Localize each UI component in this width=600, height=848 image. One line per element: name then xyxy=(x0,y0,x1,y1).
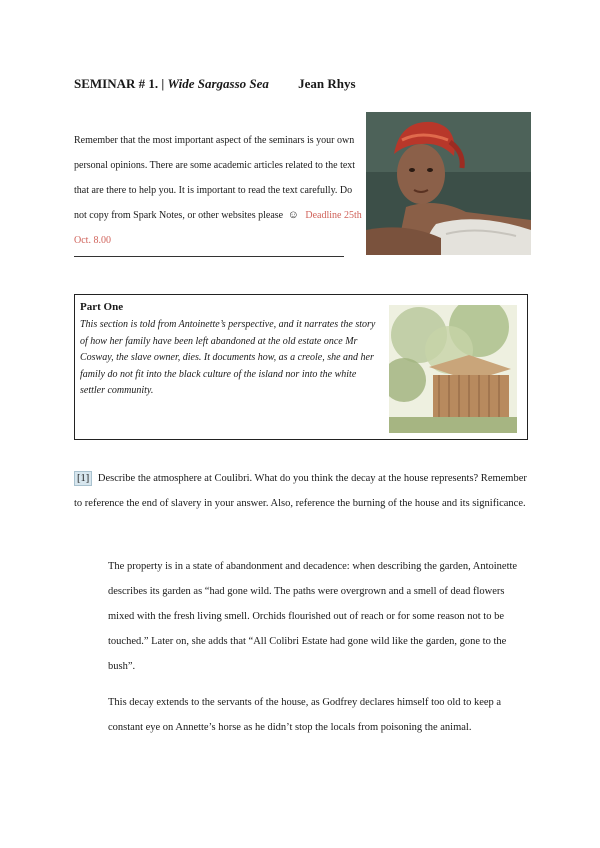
part-one-title: Part One xyxy=(80,301,124,313)
answer-paragraph-1: The property is in a state of abandonment and decadence: when describing the garden, Antoinette describes its garden as “had gone wild. The paths were overgrown and a smell of dead flowers mixed with the fresh living smell. Orchids flourished out of reach or for some reason not to be touched.” Later on, she adds that “All Colibri Estate had gone wild like the garden, gone to the bush”. xyxy=(108,561,518,672)
question-number: [1] xyxy=(74,471,92,486)
portrait-image-icon xyxy=(366,112,531,255)
deadline-text: Deadline 25th Oct. 8.00 xyxy=(74,210,362,246)
work-title: Wide Sargasso Sea xyxy=(167,76,269,91)
portrait-painting xyxy=(366,112,531,255)
author-name: Jean Rhys xyxy=(298,76,356,91)
part-one-box xyxy=(74,294,528,440)
divider-line xyxy=(74,256,344,257)
intro-paragraph xyxy=(74,128,364,253)
seminar-number: SEMINAR # 1. | xyxy=(74,76,165,91)
part-one-text: This section is told from Antoinette’s perspective, and it narrates the story of how her family have been left abandoned at the old estate once Mr Cosway, the slave owner, dies. It documents how, as a creole, she and her family do not fit into the black culture of the island nor into the white settler community. xyxy=(80,319,376,396)
smiley-icon: ☺ xyxy=(287,209,299,221)
house-sketch-icon xyxy=(389,305,517,433)
answer-paragraph-2: This decay extends to the servants of the house, as Godfrey declares himself too old to keep a constant eye on Annette’s horse as he didn’t stop the locals from poisoning the animal. xyxy=(108,697,502,733)
intro-text: Remember that the most important aspect of the seminars is your own personal opinions. There are some academic articles related to the text that are there to help you. It is important to read the text carefully. Do not copy from Spark Notes, or other websites please xyxy=(74,135,356,221)
estate-sketch xyxy=(389,305,517,433)
question-text: Describe the atmosphere at Coulibri. What do you think the decay at the house represents? Remember to reference the end of slavery in your answer. Also, reference the burning of the house and its significance. xyxy=(74,473,527,509)
question-1 xyxy=(74,466,534,516)
seminar-title xyxy=(74,76,356,92)
